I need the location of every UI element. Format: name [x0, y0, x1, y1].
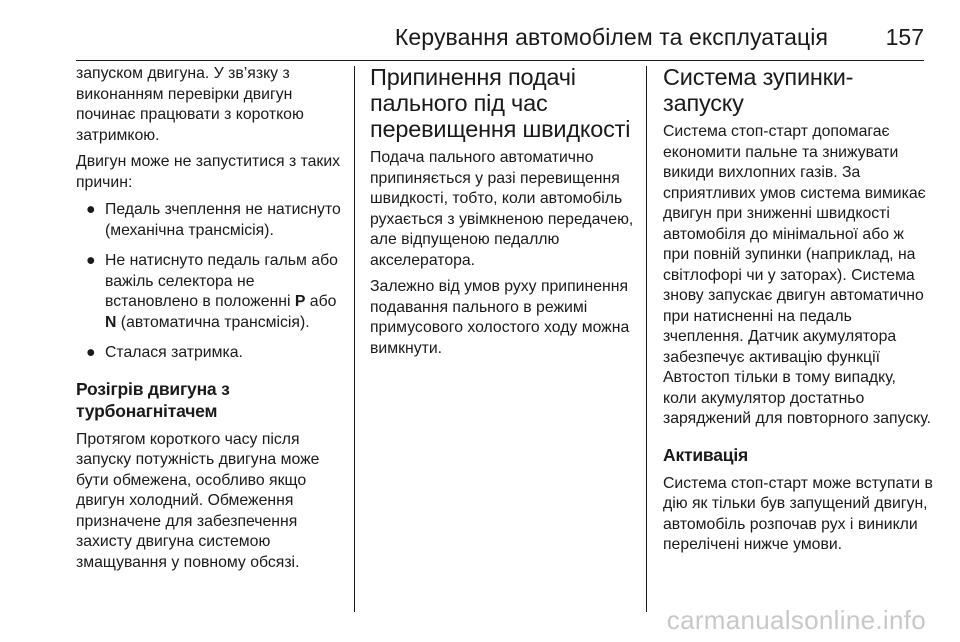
- paragraph-start-delay: запуском двигуна. У зв’язку з виконанням перевірки двигун починає працювати з короткою затримкою.: [76, 65, 304, 144]
- column-3: [663, 64, 933, 562]
- page-header: [76, 20, 924, 61]
- bullet-icon: ●: [86, 252, 96, 269]
- paragraph-turbo-warmup: Протягом короткого часу після запуску потужність двигуна може бути обмежена, особливо якщо двигун холодний. Обмеження призначене для забезпечення захисту двигуна системою змащування у повному обсязі.: [76, 430, 320, 571]
- page-title: Керування автомобілем та експлуатація: [394, 24, 828, 50]
- section-heading-stop-start: Система зупинки-запуску: [663, 64, 854, 116]
- list-item-text: Не натиснуто педаль гальм або важіль селектора не встановлено в положенні: [105, 252, 338, 310]
- column-2: [370, 64, 638, 365]
- paragraph-reasons-intro: Двигун може не запуститися з таких причин:: [76, 153, 341, 191]
- paragraph-stop-start: Система стоп-старт допомагає економити пальне та знижувати викиди вихлопних газів. За сприятливих умов система вимикає двигун при зниженні швидкості автомобіля до мінімальної або ж при повній зупинки (наприклад, на світлофорі чи у заторах). Система знову запускає двигун автоматично при натисненні на педаль зчеплення. Датчик акумулятора забезпечує активацію функції Автостоп тільки в тому випадку, коли акумулятор достатньо заряджений для повторного запуску.: [663, 123, 932, 427]
- list-item: [76, 200, 350, 241]
- gear-n-label: N: [105, 313, 117, 331]
- paragraph-fuel-cutoff-conditions: Залежно від умов руху припинення подавання пального в режимі примусового холостого ходу можна вимкнути.: [370, 278, 630, 357]
- bullet-icon: ●: [86, 344, 96, 361]
- section-heading-fuel-cutoff: Припинення подачі пального під час перевищення швидкості: [370, 64, 631, 142]
- paragraph-fuel-cutoff: Подача пального автоматично припиняється у разі перевищення швидкості, тобто, коли автомобіль рухається з увімкненою передачею, але відпущеною педаллю акселератора.: [370, 149, 634, 269]
- column-divider-2: [646, 66, 647, 612]
- gear-p-label: P: [294, 293, 306, 310]
- section-heading-turbo-warmup: Розігрів двигуна з турбонагнітачем: [76, 378, 230, 421]
- section-heading-activation: Активація: [663, 444, 749, 465]
- column-divider-1: [354, 66, 355, 612]
- list-item-text: або: [305, 293, 337, 310]
- reasons-list: [76, 200, 350, 364]
- page-number: 157: [885, 24, 924, 50]
- list-item-text: (автоматична трансмісія).: [116, 313, 310, 331]
- list-item: [76, 343, 350, 364]
- watermark-text: carmanualsonline.info: [666, 605, 926, 635]
- bullet-icon: ●: [86, 201, 96, 218]
- list-item-text: Сталася затримка.: [105, 344, 243, 361]
- paragraph-activation: Система стоп-старт може вступати в дію як тільки був запущений двигун, автомобіль розпочав рух і виникли перелічені нижче умови.: [663, 474, 933, 553]
- list-item: [76, 251, 350, 333]
- column-1: [76, 64, 350, 579]
- list-item-text: Педаль зчеплення не натиснуто (механічна трансмісія).: [105, 201, 341, 239]
